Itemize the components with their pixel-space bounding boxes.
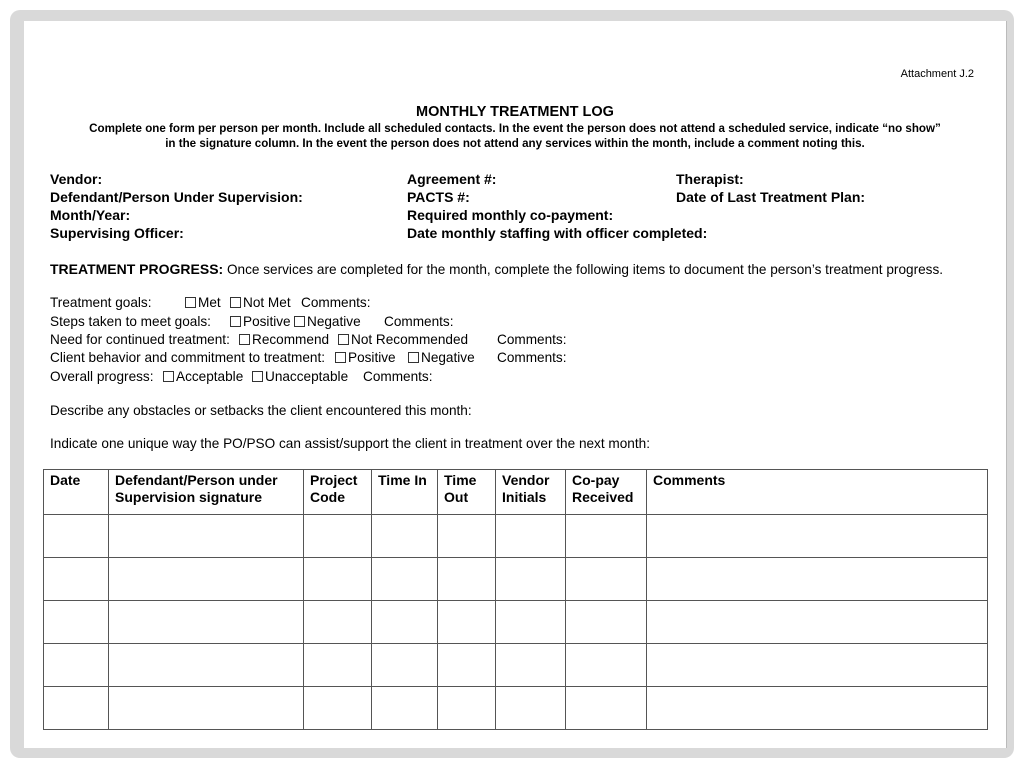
table-cell[interactable] <box>496 644 566 687</box>
steps-negative-option[interactable] <box>294 314 361 329</box>
table-cell[interactable] <box>566 515 647 558</box>
table-cell[interactable] <box>647 644 988 687</box>
table-cell[interactable] <box>566 687 647 730</box>
table-cell[interactable] <box>372 687 438 730</box>
treatment-goals-label: Treatment goals: <box>50 295 152 310</box>
table-cell[interactable] <box>372 558 438 601</box>
column-header-project-code: Project Code <box>304 470 372 515</box>
need-comments-label: Comments: <box>497 332 567 347</box>
acceptable-label: Acceptable <box>176 369 244 384</box>
column-header-signature: Defendant/Person under Supervision signature <box>109 470 304 515</box>
table-cell[interactable] <box>647 515 988 558</box>
column-header-time-in: Time In <box>372 470 438 515</box>
agreement-field[interactable]: Agreement #: <box>407 171 497 187</box>
table-cell[interactable] <box>438 558 496 601</box>
table-cell[interactable] <box>109 558 304 601</box>
table-cell[interactable] <box>372 515 438 558</box>
table-row <box>44 687 988 730</box>
table-body <box>44 515 988 730</box>
steps-comments-label: Comments: <box>384 314 454 329</box>
table-cell[interactable] <box>109 515 304 558</box>
table-cell[interactable] <box>304 515 372 558</box>
goals-not-met-option[interactable] <box>230 295 291 310</box>
checkbox-icon[interactable] <box>252 371 263 382</box>
table-cell[interactable] <box>304 558 372 601</box>
steps-taken-label: Steps taken to meet goals: <box>50 314 211 329</box>
table-cell[interactable] <box>109 687 304 730</box>
not-recommended-option[interactable] <box>338 332 468 347</box>
table-cell[interactable] <box>496 515 566 558</box>
behavior-negative-option[interactable] <box>408 350 475 365</box>
checkbox-icon[interactable] <box>239 334 250 345</box>
table-cell[interactable] <box>566 558 647 601</box>
unacceptable-label: Unacceptable <box>265 369 349 384</box>
form-title: MONTHLY TREATMENT LOG <box>416 104 614 120</box>
treatment-progress-description: Once services are completed for the month, complete the following items to document the person’s treatment progress. <box>226 262 944 277</box>
support-prompt: Indicate one unique way the PO/PSO can assist/support the client in treatment over the next month: <box>50 436 650 451</box>
behavior-positive-option[interactable] <box>335 350 396 365</box>
acceptable-option[interactable] <box>163 369 243 384</box>
month-year-field[interactable]: Month/Year: <box>50 207 131 223</box>
table-cell[interactable] <box>109 644 304 687</box>
table-cell[interactable] <box>372 601 438 644</box>
obstacles-prompt: Describe any obstacles or setbacks the client encountered this month: <box>50 403 472 418</box>
client-behavior-label: Client behavior and commitment to treatment: <box>50 350 326 365</box>
checkbox-icon[interactable] <box>335 352 346 363</box>
goals-met-option[interactable] <box>185 295 221 310</box>
instructions-line-2: in the signature column. In the event the person does not attend any services within the month, include a comment noting this. <box>165 137 865 150</box>
checkbox-icon[interactable] <box>163 371 174 382</box>
checkbox-icon[interactable] <box>230 316 241 327</box>
column-header-vendor-initials: Vendor Initials <box>496 470 566 515</box>
unacceptable-option[interactable] <box>252 369 348 384</box>
checkbox-icon[interactable] <box>338 334 349 345</box>
checkbox-icon[interactable] <box>185 297 196 308</box>
column-header-copay-received: Co-pay Received <box>566 470 647 515</box>
overall-progress-label: Overall progress: <box>50 369 154 384</box>
table-cell[interactable] <box>304 601 372 644</box>
table-row <box>44 558 988 601</box>
table-cell[interactable] <box>304 687 372 730</box>
table-cell[interactable] <box>438 687 496 730</box>
copayment-field[interactable]: Required monthly co-payment: <box>407 207 614 223</box>
staffing-date-field[interactable]: Date monthly staffing with officer completed: <box>407 225 708 241</box>
instructions-line-1: Complete one form per person per month. Include all scheduled contacts. In the event the person does not attend a scheduled service, indicate “no show” <box>89 122 941 135</box>
steps-negative-label: Negative <box>307 314 361 329</box>
table-cell[interactable] <box>566 644 647 687</box>
form-sheet <box>24 21 1007 748</box>
table-cell[interactable] <box>44 601 109 644</box>
table-cell[interactable] <box>44 687 109 730</box>
behavior-comments-label: Comments: <box>497 350 567 365</box>
table-cell[interactable] <box>372 644 438 687</box>
table-cell[interactable] <box>304 644 372 687</box>
behavior-negative-label: Negative <box>421 350 475 365</box>
overall-comments-label: Comments: <box>363 369 433 384</box>
table-cell[interactable] <box>496 601 566 644</box>
table-cell[interactable] <box>44 515 109 558</box>
goals-comments-label: Comments: <box>301 295 371 310</box>
table-cell[interactable] <box>566 601 647 644</box>
defendant-field[interactable]: Defendant/Person Under Supervision: <box>50 189 303 205</box>
table-cell[interactable] <box>647 558 988 601</box>
table-cell[interactable] <box>438 515 496 558</box>
treatment-progress-section <box>50 261 943 277</box>
table-cell[interactable] <box>496 687 566 730</box>
table-cell[interactable] <box>438 601 496 644</box>
column-header-date: Date <box>44 470 109 515</box>
steps-positive-label: Positive <box>243 314 291 329</box>
recommend-label: Recommend <box>252 332 330 347</box>
continued-treatment-label: Need for continued treatment: <box>50 332 230 347</box>
table-cell[interactable] <box>44 558 109 601</box>
column-header-comments: Comments <box>647 470 988 515</box>
checkbox-icon[interactable] <box>294 316 305 327</box>
treatment-log-table <box>43 469 988 730</box>
table-cell[interactable] <box>44 644 109 687</box>
goals-not-met-label: Not Met <box>243 295 291 310</box>
attachment-label: Attachment J.2 <box>900 68 974 80</box>
last-treatment-plan-field[interactable]: Date of Last Treatment Plan: <box>676 189 866 205</box>
table-cell[interactable] <box>496 558 566 601</box>
vendor-field[interactable]: Vendor: <box>50 171 103 187</box>
table-cell[interactable] <box>647 601 988 644</box>
supervising-officer-field[interactable]: Supervising Officer: <box>50 225 184 241</box>
table-row <box>44 515 988 558</box>
recommend-option[interactable] <box>239 332 329 347</box>
steps-positive-option[interactable] <box>230 314 291 329</box>
table-header-row <box>44 470 988 515</box>
table-cell[interactable] <box>647 687 988 730</box>
therapist-field[interactable]: Therapist: <box>676 171 744 187</box>
goals-met-label: Met <box>198 295 221 310</box>
checkbox-icon[interactable] <box>230 297 241 308</box>
behavior-positive-label: Positive <box>348 350 396 365</box>
not-recommended-label: Not Recommended <box>351 332 469 347</box>
table-cell[interactable] <box>438 644 496 687</box>
pacts-field[interactable]: PACTS #: <box>407 189 470 205</box>
checkbox-icon[interactable] <box>408 352 419 363</box>
table-row <box>44 644 988 687</box>
column-header-time-out: Time Out <box>438 470 496 515</box>
table-row <box>44 601 988 644</box>
treatment-progress-heading: TREATMENT PROGRESS: <box>50 261 224 277</box>
table-cell[interactable] <box>109 601 304 644</box>
